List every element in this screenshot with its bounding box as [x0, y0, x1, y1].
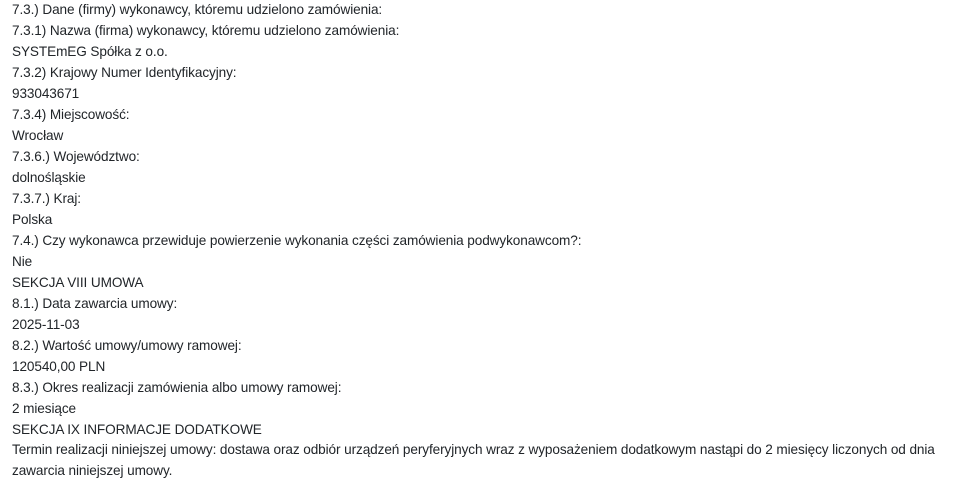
- country-value: Polska: [12, 212, 53, 227]
- realization-period-value: 2 miesiące: [12, 401, 76, 416]
- section-viii-heading: SEKCJA VIII UMOWA: [12, 275, 144, 290]
- national-id-label: 7.3.2) Krajowy Numer Identyfikacyjny:: [12, 65, 237, 80]
- voivodeship-value: dolnośląskie: [12, 170, 86, 185]
- subcontractor-answer: Nie: [12, 254, 33, 269]
- realization-period-label: 8.3.) Okres realizacji zamówienia albo umowy ramowej:: [12, 380, 342, 395]
- city-value: Wrocław: [12, 128, 64, 143]
- national-id-value: 933043671: [12, 86, 80, 101]
- contract-value-label: 8.2.) Wartość umowy/umowy ramowej:: [12, 338, 242, 353]
- city-label: 7.3.4) Miejscowość:: [12, 107, 130, 122]
- country-label: 7.3.7.) Kraj:: [12, 191, 81, 206]
- contract-value-amount: 120540,00 PLN: [12, 359, 106, 374]
- subcontractor-question: 7.4.) Czy wykonawca przewiduje powierzenie wykonania części zamówienia podwykonawcom?:: [12, 233, 582, 248]
- additional-info-text: Termin realizacji niniejszej umowy: dostawa oraz odbiór urządzeń peryferyjnych wraz z wyposażeniem dodatkowym nastąpi do 2 miesięcy liczonych od dnia zawarcia niniejszej umowy.: [12, 442, 935, 478]
- voivodeship-label: 7.3.6.) Województwo:: [12, 149, 140, 164]
- contractor-name-label: 7.3.1) Nazwa (firma) wykonawcy, któremu udzielono zamówienia:: [12, 23, 400, 38]
- contractor-data-heading: 7.3.) Dane (firmy) wykonawcy, któremu udzielono zamówienia:: [12, 2, 383, 17]
- section-ix-heading: SEKCJA IX INFORMACJE DODATKOWE: [12, 422, 262, 437]
- contractor-name-value: SYSTEmEG Spółka z o.o.: [12, 44, 168, 59]
- contract-date-value: 2025-11-03: [12, 317, 80, 332]
- contract-date-label: 8.1.) Data zawarcia umowy:: [12, 296, 178, 311]
